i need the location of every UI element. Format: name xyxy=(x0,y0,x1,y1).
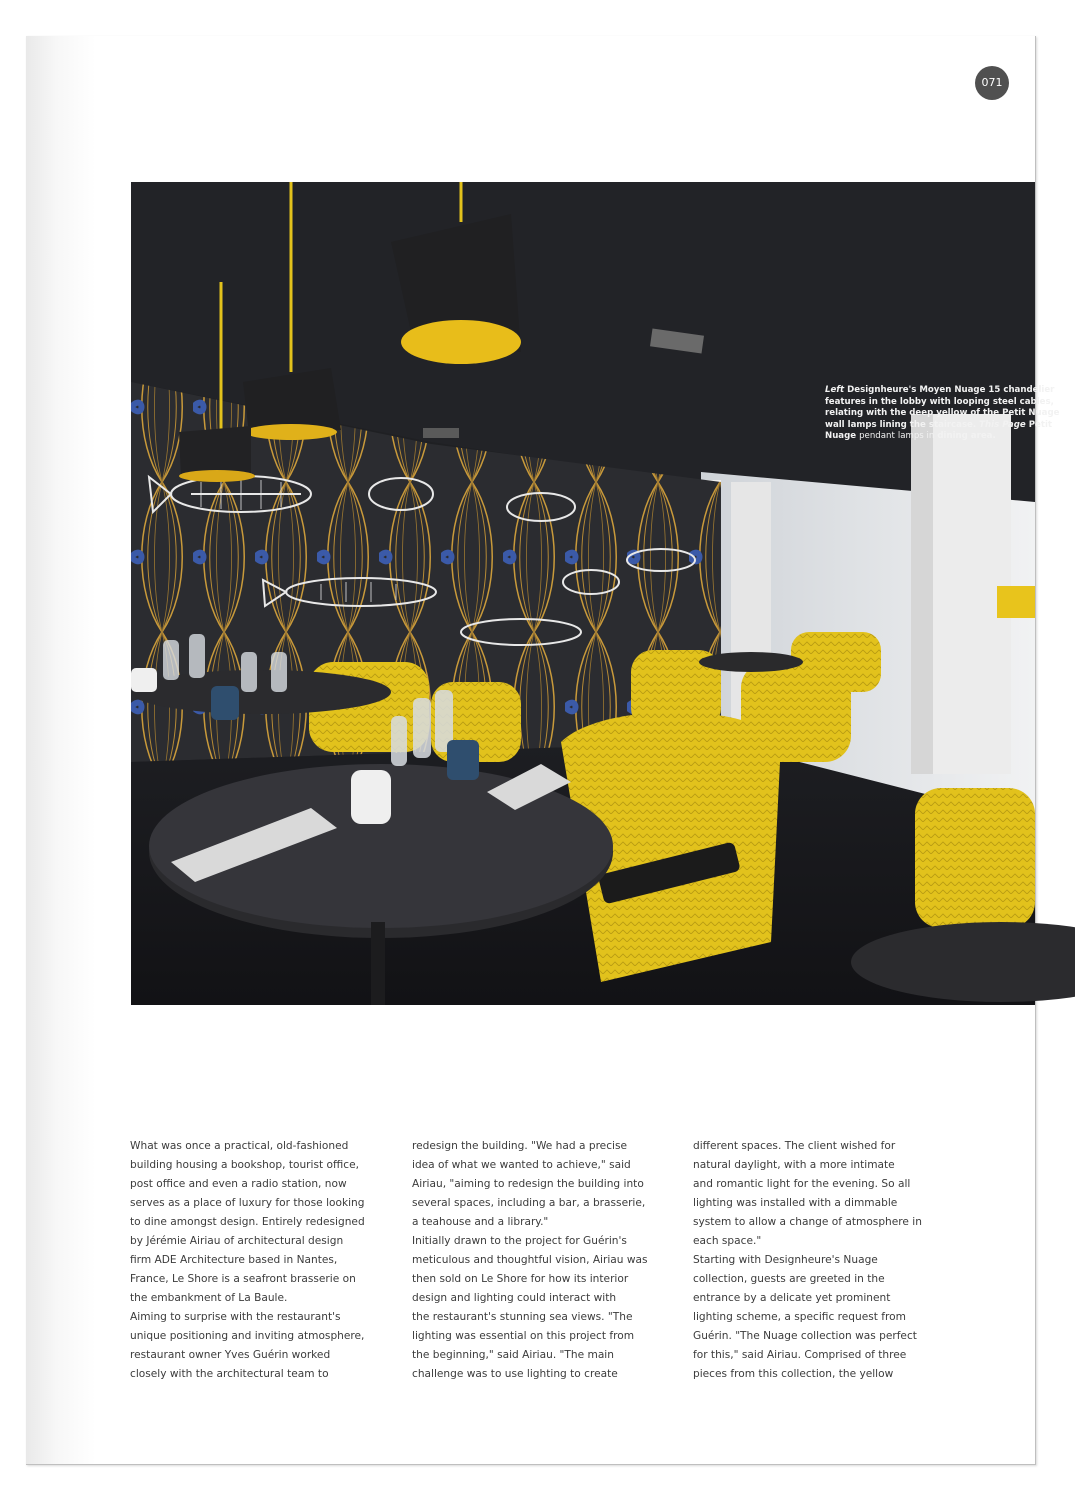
restaurant-interior-photo xyxy=(131,182,1060,1005)
article-column-1 xyxy=(130,1137,392,1384)
article-column-3 xyxy=(693,1137,955,1384)
article-paragraph: Initially drawn to the project for Guérin's meticulous and thoughtful vision, Airiau was then sold on Le Shore for how its interior design and lighting could interact with the restaurant's stunning sea views. "The lighting was essential on this project from the beginning," said Airiau. "The main challenge was to use lighting to create xyxy=(412,1235,648,1380)
caption-this-page: This Page xyxy=(979,419,1026,430)
article-paragraph: What was once a practical, old-fashioned building housing a bookshop, tourist office, post office and even a radio station, now serves as a place of luxury for those looking to dine amongst design. Entirely redesigned by Jérémie Airiau of architectural design firm ADE Architecture based in Nantes, France, Le Shore is a seafront brasserie on the embankment of La Baule. xyxy=(130,1140,365,1304)
caption-text-4: lamps in xyxy=(897,431,935,442)
article-column-2 xyxy=(412,1137,674,1384)
article-paragraph: Aiming to surprise with the restaurant's unique positioning and inviting atmosphere, restaurant owner Yves Guérin worked closely with the architectural team to xyxy=(130,1311,365,1380)
article-paragraph: redesign the building. "We had a precise idea of what we wanted to achieve," said Airiau, "aiming to redesign the building into several spaces, including a bar, a brasserie, a teahouse and a library." xyxy=(412,1140,646,1228)
caption-text-3: pendant xyxy=(859,431,895,442)
caption-text-2: Petit Nuage xyxy=(825,419,1053,442)
caption-text-5: dining area. xyxy=(937,431,996,442)
article-paragraph: Starting with Designheure's Nuage collection, guests are greeted in the entrance by a delicate yet prominent lighting scheme, a specific request from Guérin. "The Nuage collection was perfect for this," said Airiau. Comprised of three pieces from this collection, the yellow xyxy=(693,1254,917,1380)
caption-text-1: Designheure's Moyen Nuage 15 chandelier features in the lobby with looping steel cables, relating with the deep yellow of the Petit Nuage wall lamps lining the staircase. xyxy=(825,385,1060,430)
caption-lead: Left xyxy=(825,385,845,395)
page-number-badge: 071 xyxy=(975,66,1009,100)
article-paragraph: different spaces. The client wished for natural daylight, with a more intimate and romantic light for the evening. So all lighting was installed with a dimmable system to allow a change of atmosphere in each space." xyxy=(693,1140,922,1247)
photo-caption xyxy=(825,385,1075,443)
